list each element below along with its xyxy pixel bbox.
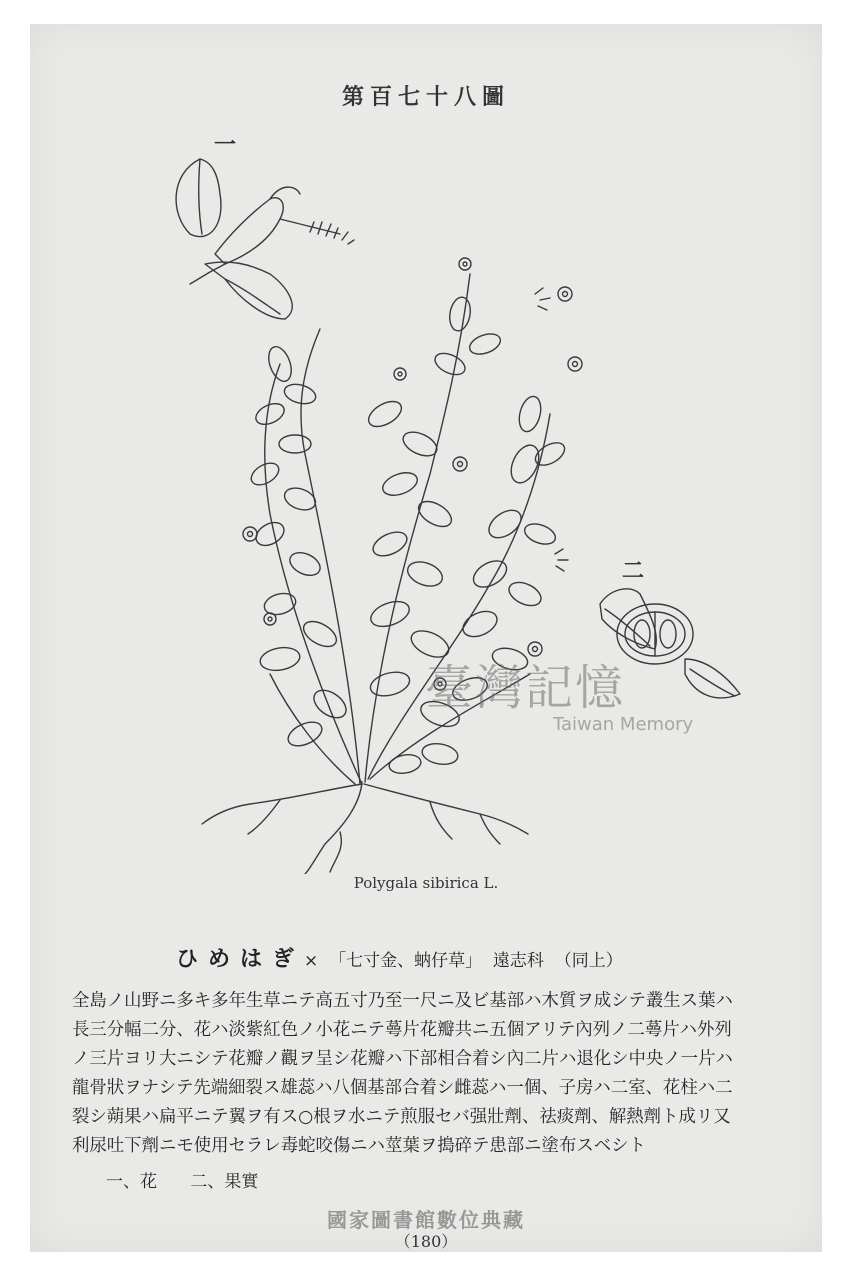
plant-roots-drawing	[202, 782, 528, 874]
watermark-english: Taiwan Memory	[553, 714, 694, 735]
plate-title: 第百七十八圖	[341, 84, 510, 110]
legend-item-flower: 一、花	[106, 1172, 157, 1192]
heading-note: （同上）	[554, 951, 623, 971]
description-line: 長三分幅二分、花ハ淡紫紅色ノ小花ニテ蕚片花瓣共ニ五個アリテ內列ノ二蕚片ハ外列	[72, 1020, 732, 1040]
description-line: 利尿吐下劑ニモ使用セラレ毒蛇咬傷ニハ莖葉ヲ搗碎テ患部ニ塗布スベシト	[72, 1136, 646, 1156]
description-line: 裂シ蒴果ハ扁平ニテ翼ヲ有ス○根ヲ水ニテ煎服セバ强壯劑、祛痰劑、解熱劑ト成リ又	[72, 1107, 731, 1127]
figure-label-flower: 一	[214, 132, 237, 158]
page-number: （180）	[394, 1232, 458, 1251]
description-line: 龍骨狀ヲナシテ先端細裂ス雄蕊ハ八個基部合着シ雌蕊ハ一個、子房ハ二室、花柱ハ二	[72, 1078, 733, 1098]
book-page	[30, 24, 822, 1252]
figure-legend	[106, 1167, 286, 1192]
library-stamp: 國家圖書館數位典藏	[327, 1208, 525, 1232]
botanical-illustration	[130, 114, 750, 874]
latin-species-name: Polygala sibirica L.	[353, 874, 499, 892]
local-names: 「七寸金、蚋仔草」	[329, 951, 483, 971]
figure-label-fruit: 二	[622, 558, 645, 584]
japanese-name: ひめはぎ	[176, 946, 305, 972]
species-heading	[176, 942, 623, 973]
description-line: 全島ノ山野ニ多キ多年生草ニテ高五寸乃至一尺ニ及ビ基部ハ木質ヲ成シテ叢生ス葉ハ	[72, 991, 733, 1011]
legend-item-fruit: 二、果實	[190, 1172, 259, 1192]
heading-mark: ×	[304, 951, 319, 971]
flower-detail-drawing	[176, 159, 354, 319]
description-text	[72, 987, 812, 1161]
description-line: ノ三片ヨリ大ニシテ花瓣ノ觀ヲ呈シ花瓣ハ下部相合着シ內二片ハ退化シ中央ノ一片ハ	[72, 1049, 733, 1069]
taiwan-memory-watermark	[425, 660, 725, 735]
watermark-chinese: 臺灣記憶	[425, 660, 626, 716]
family-name: 遠志科	[492, 951, 544, 971]
